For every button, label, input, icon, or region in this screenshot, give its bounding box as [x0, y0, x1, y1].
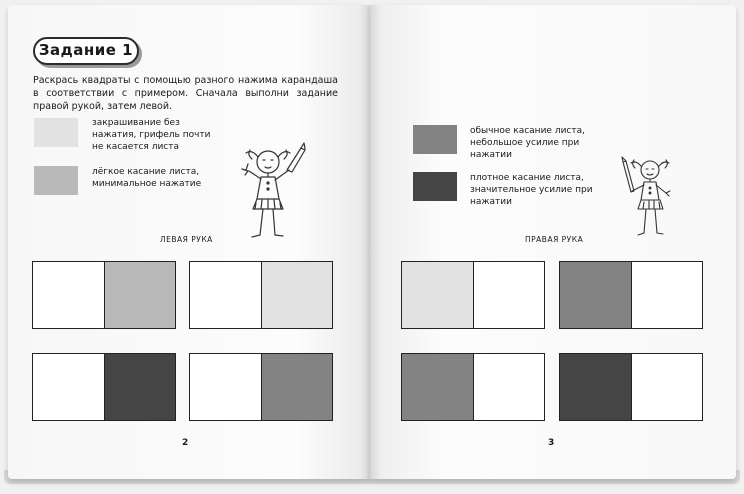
exercise-square — [33, 354, 104, 420]
legend-swatch-dark — [413, 172, 457, 201]
task-instruction: Раскрась квадраты с помощью разного нажима карандаша в соответствии с примером. Сначала выполни задание правой рукой, затем левой. — [33, 75, 338, 112]
right-hand-label: ПРАВАЯ РУКА — [525, 235, 584, 244]
exercise-square-pair — [32, 353, 176, 421]
exercise-square — [473, 262, 545, 328]
exercise-square — [261, 262, 333, 328]
exercise-square — [560, 262, 631, 328]
legend-text-light: лёгкое касание листа, минимальное нажатие — [92, 167, 202, 189]
left-hand-label: ЛЕВАЯ РУКА — [160, 235, 213, 244]
exercise-square — [104, 262, 176, 328]
legend-text-medium: обычное касание листа, небольшое усилие при нажатии — [470, 126, 585, 160]
exercise-square — [473, 354, 545, 420]
exercise-square — [402, 262, 473, 328]
exercise-square-pair — [32, 261, 176, 329]
exercise-square-pair — [189, 261, 333, 329]
exercise-square — [560, 354, 631, 420]
exercise-square — [631, 354, 703, 420]
exercise-square-pair — [559, 353, 703, 421]
girl-drawing-right — [614, 152, 682, 244]
legend-swatch-medium — [413, 125, 457, 154]
legend-text-very-light: закрашивание без нажатия, грифель почти не касается листа — [92, 118, 211, 152]
page-number-left: 2 — [182, 438, 189, 448]
exercise-square — [104, 354, 176, 420]
exercise-square — [190, 262, 261, 328]
exercise-square — [402, 354, 473, 420]
legend-swatch-light — [34, 166, 78, 195]
exercise-square-pair — [559, 261, 703, 329]
exercise-square — [261, 354, 333, 420]
task-title: Задание 1 — [33, 37, 139, 65]
legend-text-dark: плотное касание листа, значительное усилие при нажатии — [470, 173, 593, 207]
girl-drawing-left — [226, 140, 316, 245]
exercise-square — [33, 262, 104, 328]
exercise-square-pair — [401, 353, 545, 421]
exercise-square-pair — [401, 261, 545, 329]
page-number-right: 3 — [548, 438, 555, 448]
legend-swatch-very-light — [34, 118, 78, 147]
exercise-square-pair — [189, 353, 333, 421]
exercise-square — [190, 354, 261, 420]
exercise-square — [631, 262, 703, 328]
